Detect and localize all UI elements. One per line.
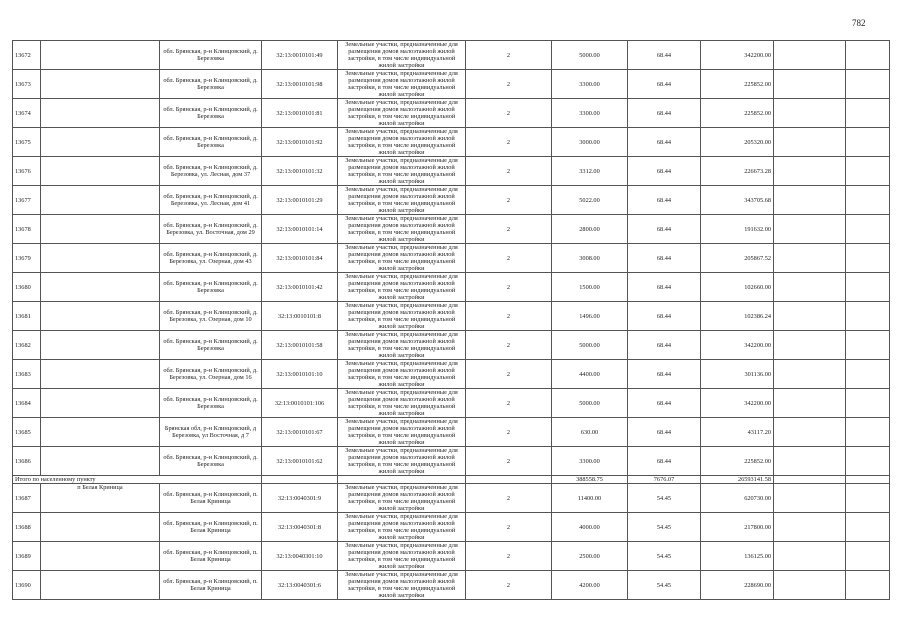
cadastral-number-cell: 32:13:0040301:8 [262,513,338,542]
cadastral-number-cell: 32:13:0010101:106 [262,389,338,418]
empty-cell [774,418,846,447]
cadastral-number-cell: 32:13:0040301:6 [262,571,338,600]
purpose-cell: Земельные участки, предназначенные для размещения домов малоэтажной жилой застройки, в том числе индивидуальной жилой застройки [338,484,466,513]
empty-cell [846,244,890,273]
row-number: 13678 [13,215,41,244]
settlement-cell [41,542,160,571]
address-cell: обл. Брянская, р-н Клинцовский, д. Березовка [160,389,262,418]
rate-cell: 54.45 [628,542,701,571]
row-number: 13682 [13,331,41,360]
empty-cell [846,389,890,418]
empty-cell [774,447,846,476]
purpose-cell: Земельные участки, предназначенные для размещения домов малоэтажной жилой застройки, в том числе индивидуальной жилой застройки [338,41,466,70]
rate-cell: 68.44 [628,244,701,273]
settlement-cell [41,41,160,70]
cadastral-number-cell: 32:13:0010101:10 [262,360,338,389]
address-cell: обл. Брянская, р-н Клинцовский, д. Березовка, ул. Озерная, дом 43 [160,244,262,273]
row-number: 13679 [13,244,41,273]
settlement-cell [41,157,160,186]
cadastral-number-cell: 32:13:0010101:8 [262,302,338,331]
address-cell: обл. Брянская, р-н Клинцовский, д. Березовка, ул. Лесная, дом 41 [160,186,262,215]
table-row [13,99,890,128]
address-cell: обл. Брянская, р-н Клинцовский, д. Березовка [160,70,262,99]
address-cell: Брянская обл, р-н Клинцовский, д Березовка, ул Восточная, д 7 [160,418,262,447]
empty-cell [846,360,890,389]
address-cell: обл. Брянская, р-н Клинцовский, д. Березовка, ул. Озерная, дом 16 [160,360,262,389]
settlement-cell [41,418,160,447]
row-number: 13687 [13,484,41,513]
row-number: 13686 [13,447,41,476]
table-row [13,215,890,244]
empty-cell [774,513,846,542]
rate-cell: 68.44 [628,360,701,389]
address-cell: обл. Брянская, р-н Клинцовский, п. Белая Криница [160,571,262,600]
row-number: 13684 [13,389,41,418]
category-cell: 2 [466,128,552,157]
row-number: 13677 [13,186,41,215]
row-number: 13676 [13,157,41,186]
category-cell: 2 [466,70,552,99]
empty-cell [846,302,890,331]
row-number: 13683 [13,360,41,389]
cadastral-number-cell: 32:13:0010101:32 [262,157,338,186]
purpose-cell: Земельные участки, предназначенные для размещения домов малоэтажной жилой застройки, в том числе индивидуальной жилой застройки [338,244,466,273]
address-cell: обл. Брянская, р-н Клинцовский, д. Березовка, ул. Озерная, дом 10 [160,302,262,331]
value-cell: 343705.68 [701,186,774,215]
table-row [13,273,890,302]
table-row [13,244,890,273]
rate-cell: 68.44 [628,302,701,331]
value-cell: 205320.00 [701,128,774,157]
settlement-cell [41,389,160,418]
cadastral-number-cell: 32:13:0010101:14 [262,215,338,244]
rate-cell: 68.44 [628,157,701,186]
address-cell: обл. Брянская, р-н Клинцовский, п. Белая Криница [160,513,262,542]
rate-cell: 68.44 [628,418,701,447]
category-cell: 2 [466,302,552,331]
cadastral-number-cell: 32:13:0040301:10 [262,542,338,571]
cadastral-number-cell: 32:13:0010101:29 [262,186,338,215]
page-number: 782 [852,18,866,28]
total-value: 26593141.58 [701,476,774,484]
total-row [13,476,890,484]
rate-cell: 68.44 [628,41,701,70]
empty-cell [846,418,890,447]
purpose-cell: Земельные участки, предназначенные для размещения домов малоэтажной жилой застройки, в том числе индивидуальной жилой застройки [338,571,466,600]
empty-cell [846,41,890,70]
settlement-cell: п Белая Криница [41,484,160,513]
category-cell: 2 [466,331,552,360]
area-cell: 1496.00 [552,302,628,331]
empty-cell [846,215,890,244]
area-cell: 4200.00 [552,571,628,600]
purpose-cell: Земельные участки, предназначенные для размещения домов малоэтажной жилой застройки, в том числе индивидуальной жилой застройки [338,99,466,128]
address-cell: обл. Брянская, р-н Клинцовский, д. Березовка, ул. Лесная, дом 37 [160,157,262,186]
category-cell: 2 [466,484,552,513]
row-number: 13689 [13,542,41,571]
category-cell: 2 [466,360,552,389]
empty-cell [774,70,846,99]
cadastral-number-cell: 32:13:0010101:49 [262,41,338,70]
total-label: Итого по населенному пункту [13,476,262,484]
area-cell: 4400.00 [552,360,628,389]
cadastral-number-cell: 32:13:0010101:42 [262,273,338,302]
table-row [13,186,890,215]
area-cell: 630.00 [552,418,628,447]
empty-cell [774,244,846,273]
settlement-cell [41,99,160,128]
empty-cell [774,99,846,128]
total-area: 388558.75 [552,476,628,484]
value-cell: 228690.00 [701,571,774,600]
category-cell: 2 [466,389,552,418]
category-cell: 2 [466,99,552,128]
empty-cell [774,331,846,360]
area-cell: 5000.00 [552,389,628,418]
empty-cell [774,128,846,157]
empty-cell [774,571,846,600]
purpose-cell: Земельные участки, предназначенные для размещения домов малоэтажной жилой застройки, в том числе индивидуальной жилой застройки [338,157,466,186]
category-cell: 2 [466,215,552,244]
empty-cell [774,41,846,70]
settlement-cell [41,302,160,331]
rate-cell: 68.44 [628,70,701,99]
category-cell: 2 [466,157,552,186]
empty-cell [846,513,890,542]
area-cell: 3300.00 [552,447,628,476]
empty-cell [846,331,890,360]
table-row [13,418,890,447]
category-cell: 2 [466,186,552,215]
purpose-cell: Земельные участки, предназначенные для размещения домов малоэтажной жилой застройки, в том числе индивидуальной жилой застройки [338,273,466,302]
row-number: 13674 [13,99,41,128]
row-number: 13675 [13,128,41,157]
cadastral-number-cell: 32:13:0010101:98 [262,70,338,99]
value-cell: 205867.52 [701,244,774,273]
area-cell: 2800.00 [552,215,628,244]
area-cell: 5000.00 [552,41,628,70]
purpose-cell: Земельные участки, предназначенные для размещения домов малоэтажной жилой застройки, в том числе индивидуальной жилой застройки [338,302,466,331]
value-cell: 225852.00 [701,447,774,476]
row-number: 13685 [13,418,41,447]
empty-cell [846,99,890,128]
purpose-cell: Земельные участки, предназначенные для размещения домов малоэтажной жилой застройки, в том числе индивидуальной жилой застройки [338,215,466,244]
rate-cell: 68.44 [628,447,701,476]
settlement-cell [41,513,160,542]
address-cell: обл. Брянская, р-н Клинцовский, д. Березовка, ул. Восточная, дом 29 [160,215,262,244]
category-cell: 2 [466,447,552,476]
row-number: 13680 [13,273,41,302]
cadastral-number-cell: 32:13:0010101:62 [262,447,338,476]
category-cell: 2 [466,41,552,70]
value-cell: 191632.00 [701,215,774,244]
rate-cell: 54.45 [628,571,701,600]
table-row [13,157,890,186]
empty-cell [774,215,846,244]
total-rate: 7676.07 [628,476,701,484]
address-cell: обл. Брянская, р-н Клинцовский, п. Белая Криница [160,542,262,571]
purpose-cell: Земельные участки, предназначенные для размещения домов малоэтажной жилой застройки, в том числе индивидуальной жилой застройки [338,331,466,360]
empty-cell [774,542,846,571]
rate-cell: 68.44 [628,215,701,244]
area-cell: 3008.00 [552,244,628,273]
empty-cell [466,476,552,484]
empty-cell [338,476,466,484]
table-row [13,542,890,571]
purpose-cell: Земельные участки, предназначенные для размещения домов малоэтажной жилой застройки, в том числе индивидуальной жилой застройки [338,128,466,157]
purpose-cell: Земельные участки, предназначенные для размещения домов малоэтажной жилой застройки, в том числе индивидуальной жилой застройки [338,542,466,571]
empty-cell [774,273,846,302]
empty-cell [846,447,890,476]
settlement-cell [41,70,160,99]
empty-cell [846,484,890,513]
empty-cell [774,302,846,331]
area-cell: 3312.00 [552,157,628,186]
value-cell: 620730.00 [701,484,774,513]
value-cell: 43117.20 [701,418,774,447]
empty-cell [846,128,890,157]
cadastral-number-cell: 32:13:0010101:84 [262,244,338,273]
value-cell: 136125.00 [701,542,774,571]
table-row [13,447,890,476]
cadastral-value-table [12,40,890,600]
table-row [13,128,890,157]
purpose-cell: Земельные участки, предназначенные для размещения домов малоэтажной жилой застройки, в том числе индивидуальной жилой застройки [338,186,466,215]
table-row [13,41,890,70]
table-row [13,360,890,389]
purpose-cell: Земельные участки, предназначенные для размещения домов малоэтажной жилой застройки, в том числе индивидуальной жилой застройки [338,513,466,542]
table-row [13,513,890,542]
area-cell: 2500.00 [552,542,628,571]
settlement-cell [41,447,160,476]
table-row [13,70,890,99]
purpose-cell: Земельные участки, предназначенные для размещения домов малоэтажной жилой застройки, в том числе индивидуальной жилой застройки [338,418,466,447]
row-number: 13690 [13,571,41,600]
settlement-cell [41,360,160,389]
empty-cell [774,476,846,484]
empty-cell [774,186,846,215]
category-cell: 2 [466,244,552,273]
purpose-cell: Земельные участки, предназначенные для размещения домов малоэтажной жилой застройки, в том числе индивидуальной жилой застройки [338,447,466,476]
purpose-cell: Земельные участки, предназначенные для размещения домов малоэтажной жилой застройки, в том числе индивидуальной жилой застройки [338,360,466,389]
empty-cell [846,70,890,99]
value-cell: 301136.00 [701,360,774,389]
purpose-cell: Земельные участки, предназначенные для размещения домов малоэтажной жилой застройки, в том числе индивидуальной жилой застройки [338,389,466,418]
category-cell: 2 [466,542,552,571]
rate-cell: 68.44 [628,128,701,157]
address-cell: обл. Брянская, р-н Клинцовский, д. Березовка [160,447,262,476]
table-row [13,484,890,513]
settlement-cell [41,186,160,215]
empty-cell [774,484,846,513]
cadastral-number-cell: 32:13:0010101:67 [262,418,338,447]
empty-cell [846,571,890,600]
area-cell: 11400.00 [552,484,628,513]
settlement-cell [41,273,160,302]
row-number: 13673 [13,70,41,99]
empty-cell [774,360,846,389]
row-number: 13672 [13,41,41,70]
empty-cell [846,476,890,484]
cadastral-number-cell: 32:13:0010101:92 [262,128,338,157]
empty-cell [846,542,890,571]
area-cell: 5000.00 [552,331,628,360]
settlement-cell [41,244,160,273]
settlement-cell [41,571,160,600]
empty-cell [846,273,890,302]
table-row [13,302,890,331]
category-cell: 2 [466,513,552,542]
category-cell: 2 [466,571,552,600]
value-cell: 226673.28 [701,157,774,186]
cadastral-number-cell: 32:13:0010101:58 [262,331,338,360]
value-cell: 342200.00 [701,331,774,360]
area-cell: 3300.00 [552,70,628,99]
area-cell: 5022.00 [552,186,628,215]
cadastral-number-cell: 32:13:0040301:9 [262,484,338,513]
rate-cell: 68.44 [628,273,701,302]
rate-cell: 68.44 [628,331,701,360]
address-cell: обл. Брянская, р-н Клинцовский, д. Березовка [160,128,262,157]
rate-cell: 54.45 [628,484,701,513]
category-cell: 2 [466,418,552,447]
empty-cell [846,186,890,215]
address-cell: обл. Брянская, р-н Клинцовский, д. Березовка [160,331,262,360]
address-cell: обл. Брянская, р-н Клинцовский, д. Березовка [160,41,262,70]
value-cell: 217800.00 [701,513,774,542]
area-cell: 4000.00 [552,513,628,542]
empty-cell [846,157,890,186]
value-cell: 342200.00 [701,389,774,418]
rate-cell: 54.45 [628,513,701,542]
area-cell: 3300.00 [552,99,628,128]
row-number: 13688 [13,513,41,542]
area-cell: 1500.00 [552,273,628,302]
rate-cell: 68.44 [628,186,701,215]
empty-cell [774,389,846,418]
empty-cell [774,157,846,186]
value-cell: 225852.00 [701,99,774,128]
rate-cell: 68.44 [628,389,701,418]
address-cell: обл. Брянская, р-н Клинцовский, д. Березовка [160,99,262,128]
table-row [13,331,890,360]
empty-cell [262,476,338,484]
row-number: 13681 [13,302,41,331]
rate-cell: 68.44 [628,99,701,128]
address-cell: обл. Брянская, р-н Клинцовский, п. Белая Криница [160,484,262,513]
table-row [13,389,890,418]
area-cell: 3000.00 [552,128,628,157]
category-cell: 2 [466,273,552,302]
value-cell: 225852.00 [701,70,774,99]
address-cell: обл. Брянская, р-н Клинцовский, д. Березовка [160,273,262,302]
settlement-cell [41,128,160,157]
value-cell: 342200.00 [701,41,774,70]
settlement-cell [41,331,160,360]
settlement-cell [41,215,160,244]
value-cell: 102386.24 [701,302,774,331]
table-row [13,571,890,600]
value-cell: 102660.00 [701,273,774,302]
cadastral-number-cell: 32:13:0010101:81 [262,99,338,128]
purpose-cell: Земельные участки, предназначенные для размещения домов малоэтажной жилой застройки, в том числе индивидуальной жилой застройки [338,70,466,99]
